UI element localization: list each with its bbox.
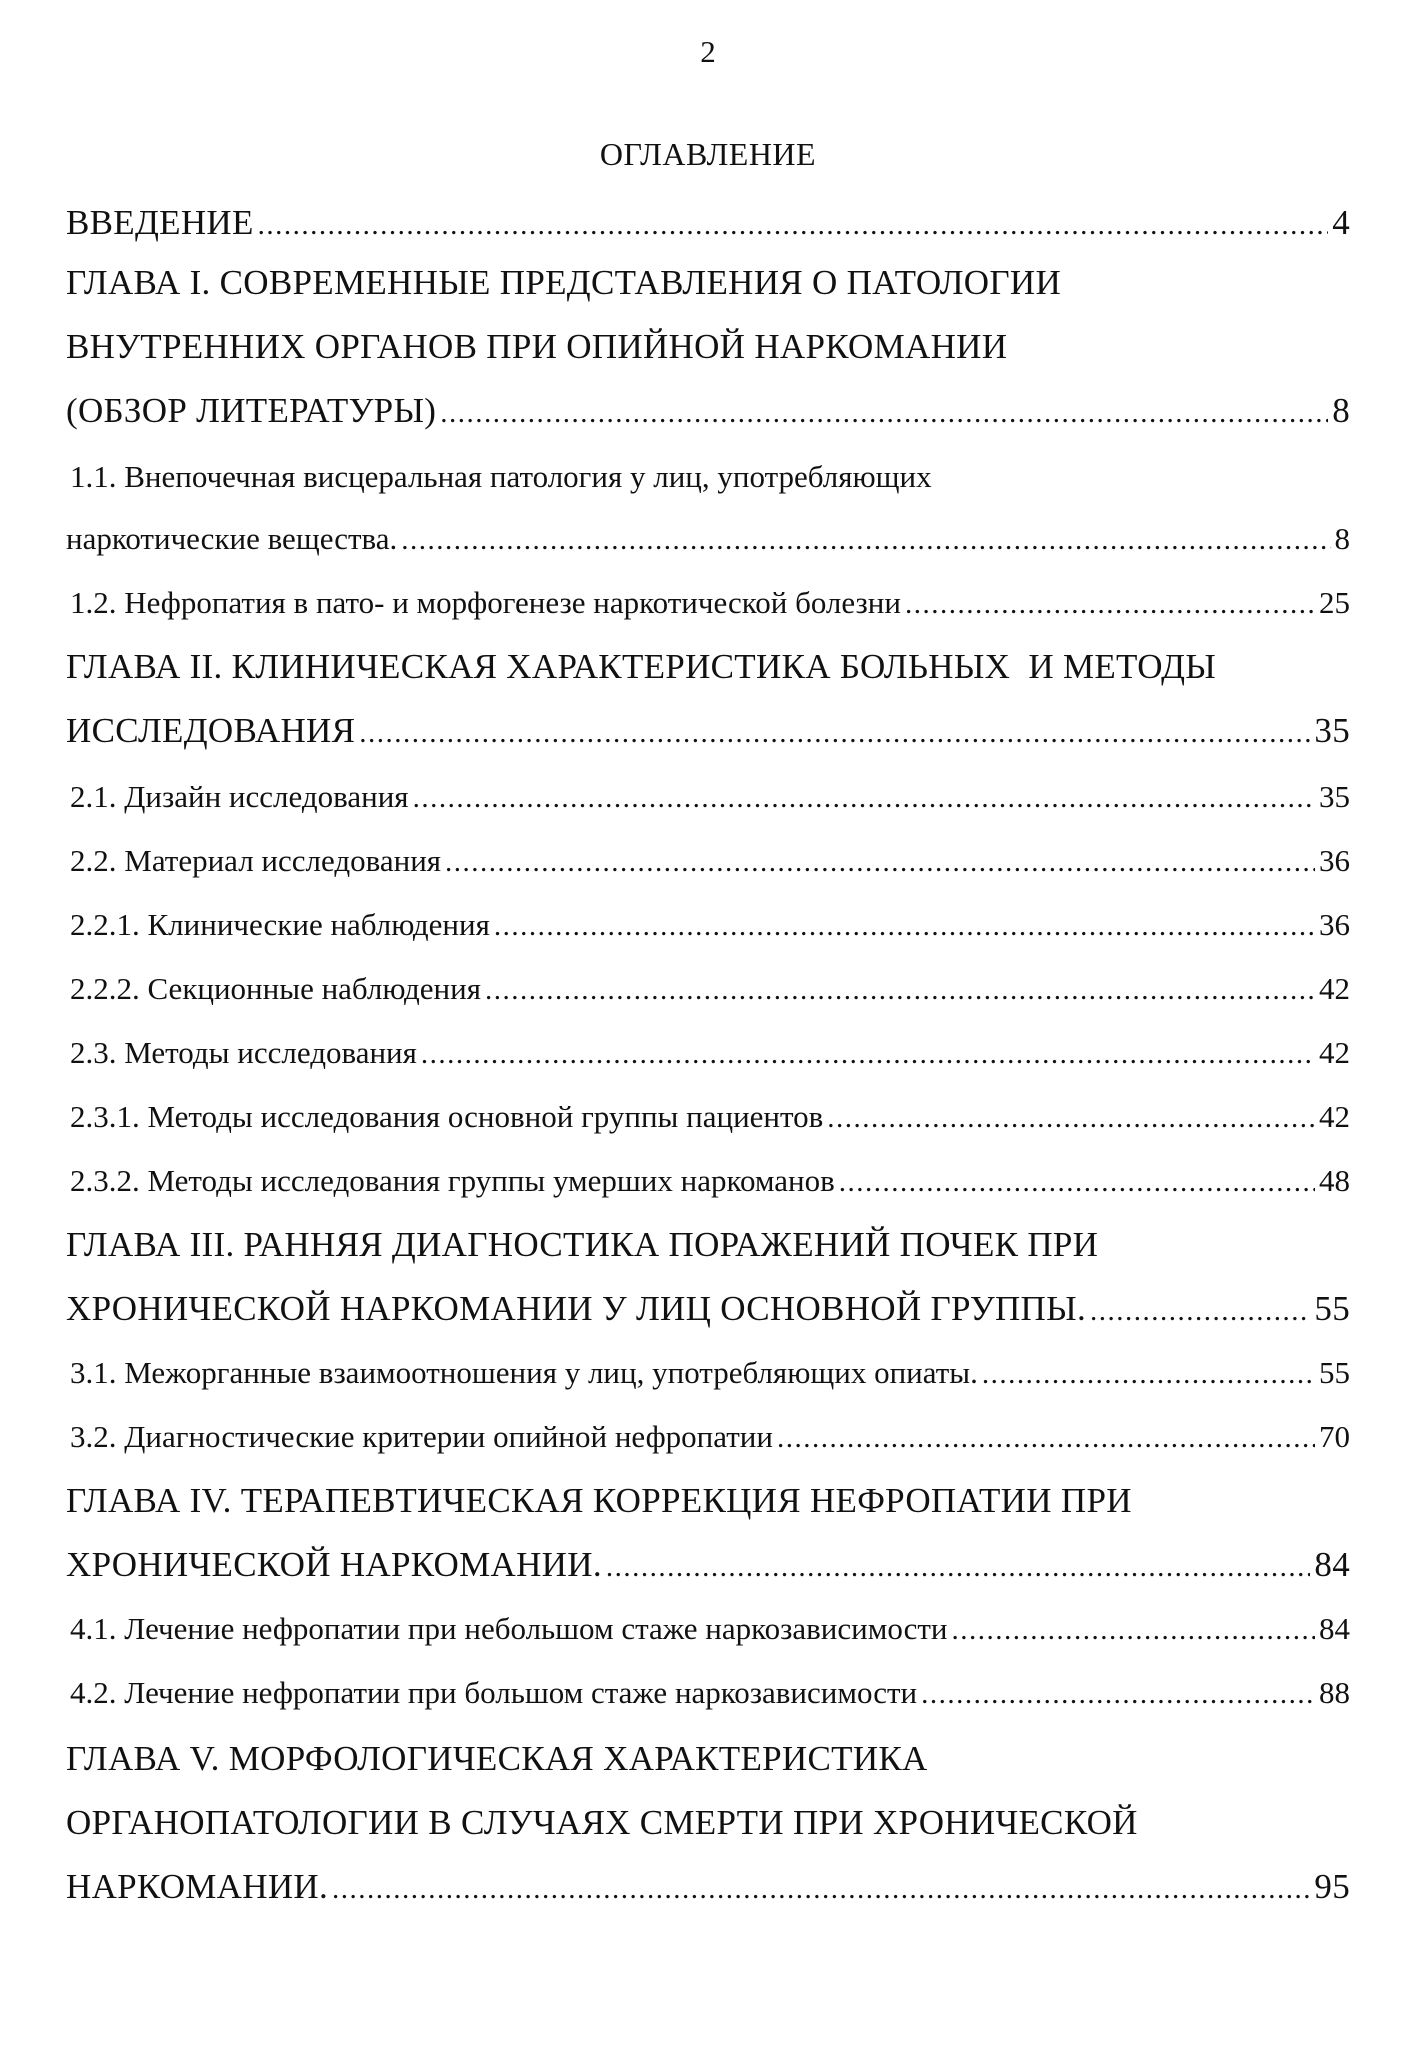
dot-leader bbox=[921, 1669, 1315, 1719]
dot-leader bbox=[952, 1605, 1316, 1655]
page-number: 2 bbox=[700, 34, 716, 69]
toc-chapter-4-line-2 bbox=[66, 1540, 1350, 1590]
toc-entry-page: 95 bbox=[1314, 1867, 1350, 1906]
dot-leader bbox=[777, 1413, 1315, 1463]
dot-leader bbox=[445, 837, 1315, 887]
toc-entry-text: (ОБЗОР ЛИТЕРАТУРЫ) bbox=[66, 391, 437, 430]
toc-chapter-3-line-2 bbox=[66, 1284, 1350, 1334]
toc-chapter-4-line-1 bbox=[66, 1476, 1350, 1526]
toc-chapter-1-line-2 bbox=[66, 322, 1350, 372]
dot-leader bbox=[606, 1542, 1311, 1592]
toc-entry-text: ГЛАВА II. КЛИНИЧЕСКАЯ ХАРАКТЕРИСТИКА БОЛЬНЫХ И МЕТОДЫ bbox=[66, 647, 1217, 686]
toc-entry-text: 2.2.1. Клинические наблюдения bbox=[70, 907, 490, 942]
toc-section-1-2 bbox=[70, 578, 1350, 628]
dot-leader bbox=[332, 1864, 1310, 1914]
toc-entry-page: 36 bbox=[1319, 843, 1350, 878]
toc-entry-text: ГЛАВА V. МОРФОЛОГИЧЕСКАЯ ХАРАКТЕРИСТИКА bbox=[66, 1739, 928, 1778]
toc-entry-text: ВВЕДЕНИЕ bbox=[66, 203, 254, 242]
toc-entry-page: 48 bbox=[1319, 1163, 1350, 1198]
toc-entry-text: НАРКОМАНИИ. bbox=[66, 1867, 329, 1906]
toc-section-4-2 bbox=[70, 1668, 1350, 1718]
toc-chapter-5-line-1 bbox=[66, 1734, 1350, 1784]
toc-entry-text: ГЛАВА IV. ТЕРАПЕВТИЧЕСКАЯ КОРРЕКЦИЯ НЕФРОПАТИИ ПРИ bbox=[66, 1481, 1132, 1520]
toc-entry-text: 2.3.2. Методы исследования группы умерших наркоманов bbox=[70, 1163, 835, 1198]
toc-chapter-3-line-1 bbox=[66, 1220, 1350, 1270]
toc-section-2-2-1 bbox=[70, 900, 1350, 950]
toc-section-3-2 bbox=[70, 1412, 1350, 1462]
toc-entry-page: 4 bbox=[1332, 203, 1350, 242]
toc-entry-text: 4.2. Лечение нефропатии при большом стаже наркозависимости bbox=[70, 1675, 918, 1710]
toc-chapter-2-line-1 bbox=[66, 642, 1350, 692]
toc-entry-text: 3.2. Диагностические критерии опийной нефропатии bbox=[70, 1419, 773, 1454]
dot-leader bbox=[839, 1157, 1315, 1207]
toc-entry-text: 2.2.2. Секционные наблюдения bbox=[70, 971, 481, 1006]
toc-title: ОГЛАВЛЕНИЕ bbox=[599, 136, 817, 172]
toc-section-2-1 bbox=[70, 772, 1350, 822]
toc-entry-text: ИССЛЕДОВАНИЯ bbox=[66, 711, 356, 750]
toc-entry-page: 42 bbox=[1319, 971, 1350, 1006]
toc-chapter-1-line-3 bbox=[66, 386, 1350, 436]
dot-leader bbox=[982, 1349, 1315, 1399]
toc-entry-page: 42 bbox=[1319, 1099, 1350, 1134]
toc-entry-page: 25 bbox=[1319, 585, 1350, 620]
dot-leader bbox=[485, 965, 1315, 1015]
dot-leader bbox=[440, 388, 1328, 438]
dot-leader bbox=[401, 515, 1330, 565]
toc-entry-text: 1.2. Нефропатия в пато- и морфогенезе наркотической болезни bbox=[70, 585, 901, 620]
toc-entry-introduction bbox=[66, 198, 1350, 248]
toc-chapter-1-line-1 bbox=[66, 258, 1350, 308]
toc-entry-text: ХРОНИЧЕСКОЙ НАРКОМАНИИ У ЛИЦ ОСНОВНОЙ ГРУППЫ. bbox=[66, 1289, 1087, 1328]
toc-entry-page: 35 bbox=[1319, 779, 1350, 814]
toc-entry-text: наркотические вещества. bbox=[66, 521, 398, 556]
toc-entry-text: 2.3. Методы исследования bbox=[70, 1035, 417, 1070]
toc-entry-text: ВНУТРЕННИХ ОРГАНОВ ПРИ ОПИЙНОЙ НАРКОМАНИИ bbox=[66, 327, 1008, 366]
toc-entry-page: 84 bbox=[1314, 1545, 1350, 1584]
toc-entry-text: ГЛАВА I. СОВРЕМЕННЫЕ ПРЕДСТАВЛЕНИЯ О ПАТОЛОГИИ bbox=[66, 263, 1062, 302]
toc-section-1-1-line-1 bbox=[70, 452, 1350, 502]
toc-section-2-3-1 bbox=[70, 1092, 1350, 1142]
toc-entry-page: 36 bbox=[1319, 907, 1350, 942]
toc-entry-text: 2.1. Дизайн исследования bbox=[70, 779, 409, 814]
toc-entry-text: 1.1. Внепочечная висцеральная патология у лиц, употребляющих bbox=[70, 459, 932, 494]
toc-entry-text: ХРОНИЧЕСКОЙ НАРКОМАНИИ. bbox=[66, 1545, 602, 1584]
toc-entry-page: 70 bbox=[1319, 1419, 1350, 1454]
toc-section-2-2 bbox=[70, 836, 1350, 886]
toc-section-2-2-2 bbox=[70, 964, 1350, 1014]
toc-entry-text: 2.2. Материал исследования bbox=[70, 843, 442, 878]
dot-leader bbox=[827, 1093, 1315, 1143]
toc-entry-text: ОРГАНОПАТОЛОГИИ В СЛУЧАЯХ СМЕРТИ ПРИ ХРОНИЧЕСКОЙ bbox=[66, 1803, 1138, 1842]
toc-section-1-1-line-2 bbox=[66, 514, 1350, 564]
dot-leader bbox=[1090, 1286, 1310, 1336]
toc-entry-text: 2.3.1. Методы исследования основной группы пациентов bbox=[70, 1099, 824, 1134]
toc-entry-page: 84 bbox=[1319, 1611, 1350, 1646]
toc-section-4-1 bbox=[70, 1604, 1350, 1654]
dot-leader bbox=[413, 773, 1315, 823]
toc-entry-text: 4.1. Лечение нефропатии при небольшом стаже наркозависимости bbox=[70, 1611, 948, 1646]
toc-chapter-5-line-3 bbox=[66, 1862, 1350, 1912]
toc-entry-page: 35 bbox=[1314, 711, 1350, 750]
toc-entry-page: 55 bbox=[1319, 1355, 1350, 1390]
toc-section-2-3-2 bbox=[70, 1156, 1350, 1206]
dot-leader bbox=[359, 708, 1310, 758]
toc-entry-page: 88 bbox=[1319, 1675, 1350, 1710]
toc-chapter-2-line-2 bbox=[66, 706, 1350, 756]
toc-entry-page: 42 bbox=[1319, 1035, 1350, 1070]
toc-chapter-5-line-2 bbox=[66, 1798, 1350, 1848]
toc-entry-text: 3.1. Межорганные взаимоотношения у лиц, употребляющих опиаты. bbox=[70, 1355, 978, 1390]
toc-entry-page: 8 bbox=[1332, 391, 1350, 430]
dot-leader bbox=[421, 1029, 1315, 1079]
toc-entry-page: 8 bbox=[1334, 521, 1350, 556]
toc-entry-text: ГЛАВА III. РАННЯЯ ДИАГНОСТИКА ПОРАЖЕНИЙ ПОЧЕК ПРИ bbox=[66, 1225, 1099, 1264]
toc-entry-page: 55 bbox=[1314, 1289, 1350, 1328]
dot-leader bbox=[494, 901, 1315, 951]
toc-section-3-1 bbox=[70, 1348, 1350, 1398]
toc-section-2-3 bbox=[70, 1028, 1350, 1078]
dot-leader bbox=[258, 200, 1329, 250]
dot-leader bbox=[905, 579, 1315, 629]
